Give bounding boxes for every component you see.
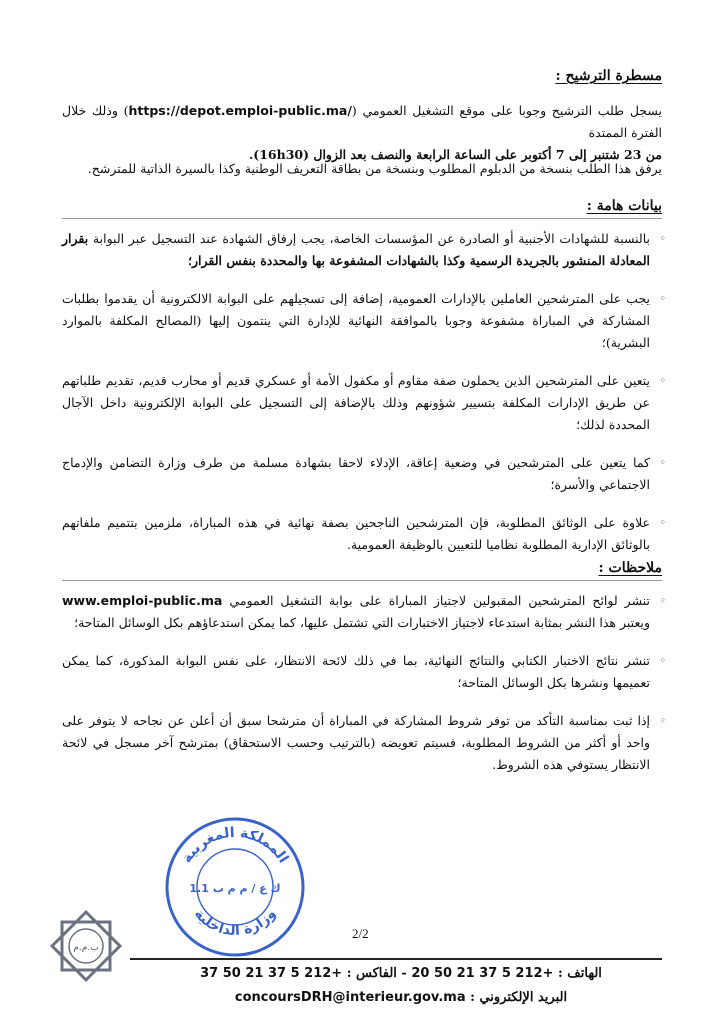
important-heading: بيانات هامة : [586,198,662,214]
phone-number: 20 50 21 37 5 212+ [411,966,554,981]
divider [62,580,662,581]
item-text: بالنسبة للشهادات الأجنبية أو الصادرة عن المؤسسات الخاصة، يجب إرفاق الشهادة عند التسجيل عبر البوابة [88,231,650,246]
item-text: ويعتبر هذا النشر بمثابة استدعاء لاجتياز الاختبارات التي تشتمل عليها، كما يمكن استدعاؤهم بكل الوسائل المتاحة؛ [74,615,650,630]
candidature-text-a: يسجل طلب الترشيح وجوبا على موقع التشغيل العمومي ( [351,103,662,118]
stamp-top-text: المملكة المغربية [178,824,292,867]
item-text: يتعين على المترشحين الذين يحملون صفة مقاوم أو مكفول الأمة أو عسكري قديم أو محارب قديم، تقديم طلباتهم عن طريق الإدارات المكلفة بتسيير شؤونهم وذلك بالإضافة إلى التسجيل على البوابة الإلكترونية داخل الآجال المحددة لذلك؛ [62,373,650,432]
footer-contact [140,962,662,1010]
list-item [62,452,662,496]
list-item [62,288,662,354]
stamp-middle-text: ك ع / م م ب 1.1 [189,882,281,895]
notes-list [62,590,662,776]
fax-label: - الفاكس : [342,966,412,981]
list-item [62,590,662,634]
official-stamp [160,812,310,962]
footer-rule [130,958,662,960]
candidature-text-b: ) وذلك خلال الفترة الممتدة [62,103,662,140]
item-bold-text: بقرار المعادلة المنشور بالجريدة الرسمية وكذا بالشهادات المشفوعة بها والمحددة بنفس القرار؛ [62,231,650,268]
item-text: كما يتعين على المترشحين في وضعية إعاقة، الإدلاء لاحقا بشهادة مسلمة من طرف وزارة التضامن والإدماج الاجتماعي والأسرة؛ [62,455,650,492]
candidature-paragraph-1 [62,100,662,166]
candidature-heading: مسطرة الترشيح : [555,68,662,84]
stamp-bottom-text: وزارة الداخلية [190,906,280,940]
emploi-public-url: www.emploi-public.ma [62,593,223,608]
list-item [62,370,662,436]
item-text: تنشر لوائح المترشحين المقبولين لاجتياز المباراة على بوابة التشغيل العمومي [222,593,650,608]
item-text: علاوة على الوثائق المطلوبة، فإن المترشحين الناجحين بصفة نهائية في هذه المباراة، ملزمين بتتميم ملفاتهم بالوثائق الإدارية المطلوبة نظاميا للتعيين بالوظيفة العمومية. [62,515,650,552]
fax-number: 37 50 21 37 5 212+ [200,966,343,981]
item-text: تنشر نتائج الاختبار الكتابي والنتائج النهائية، بما في ذلك لائحة الانتظار، على نفس البوابة المذكورة، كما يمكن تعميمها ونشرها بكل الوسائل المتاحة؛ [62,653,650,690]
ministry-logo [48,908,124,984]
item-text: إذا ثبت بمناسبة التأكد من توفر شروط المشاركة في المباراة أن مترشحا سبق أن أعلن عن نجاحه لا يتوفر على واحد أو أكثر من الشروط المطلوبة، فسيتم تعويضه (بالترتيب وحسب الاستحقاق) بمترشح آخر مسجل في لائحة الانتظار يستوفي هذه الشروط. [62,713,650,772]
svg-text:وزارة الداخلية [191,906,279,939]
depot-url: https://depot.emploi-public.ma/ [128,103,352,118]
email-address[interactable]: concoursDRH@interieur.gov.ma [234,990,466,1005]
list-item [62,650,662,694]
important-list [62,228,662,556]
phone-label: الهاتف : [553,966,602,981]
logo-text: ب.م.م [73,943,99,953]
candidature-paragraph-2: يرفق هذا الطلب بنسخة من الدبلوم المطلوب وبنسخة من بطاقة التعريف الوطنية وكذا بالسيرة الذاتية للمترشح. [87,161,662,176]
list-item [62,512,662,556]
page-number: 2/2 [352,926,369,941]
notes-heading: ملاحظات : [598,560,662,576]
divider [62,218,662,219]
item-text: يجب على المترشحين العاملين بالإدارات العمومية، إضافة إلى تسجيلهم على البوابة الالكترونية أن يقدموا بطلبات المشاركة في المباراة مشفوعة وجوبا بالموافقة النهائية للإدارة التي ينتمون إليها (المصالح المكلفة بالموارد البشرية)؛ [62,291,650,350]
list-item [62,228,662,272]
candidature-dates: من 23 شتنبر إلى 7 أكتوبر على الساعة الرابعة والنصف بعد الزوال (16h30). [248,147,662,162]
list-item [62,710,662,776]
email-label: البريد الإلكتروني : [465,990,568,1005]
